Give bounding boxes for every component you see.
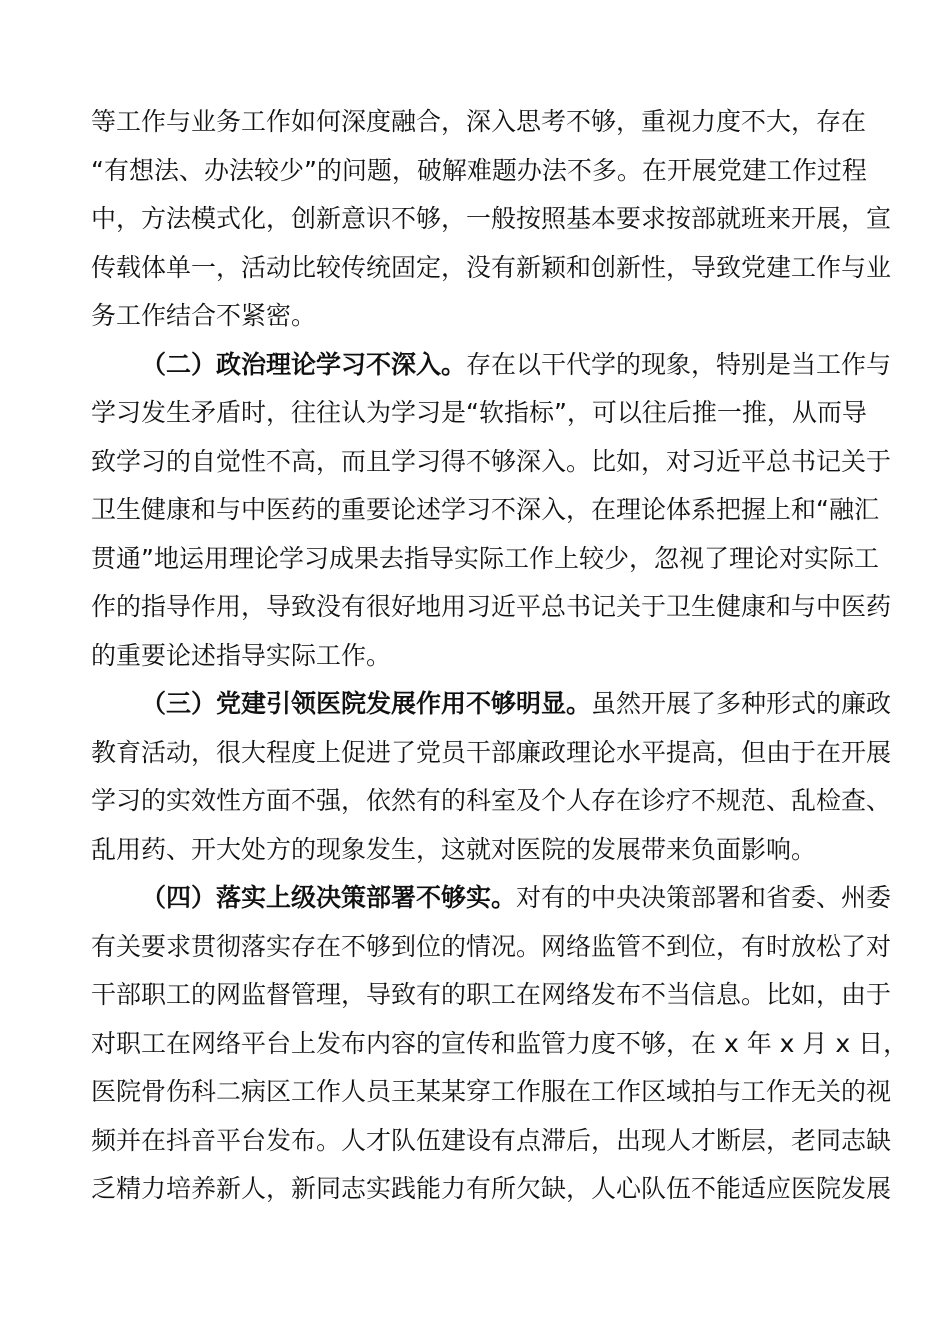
text-line: 乱用药、开大处方的现象发生，这就对医院的发展带来负面影响。	[91, 834, 817, 864]
text-line: 学习的实效性方面不强，依然有的科室及个人存在诊疗不规范、乱检查、	[91, 786, 892, 815]
text-line: 务工作结合不紧密。	[91, 301, 317, 330]
text-line: 医院骨伤科二病区工作人员王某某穿工作服在工作区域拍与工作无关的视	[91, 1077, 892, 1106]
text-line	[91, 874, 892, 923]
text-line: 贯通”地运用理论学习成果去指导实际工作上较少，忽视了理论对实际工	[91, 543, 879, 573]
text-line: 传载体单一，活动比较传统固定，没有新颖和创新性，导致党建工作与业	[91, 252, 892, 282]
text-line: 卫生健康和与中医药的重要论述学习不深入，在理论体系把握上和“融汇	[91, 495, 879, 524]
text-line: 有关要求贯彻落实存在不够到位的情况。网络监管不到位，有时放松了对	[91, 931, 892, 961]
heading-line-rest: 虽然开展了多种形式的廉政	[591, 689, 892, 718]
text-line: 等工作与业务工作如何深度融合，深入思考不够，重视力度不大，存在	[91, 107, 867, 136]
text-line: 对职工在网络平台上发布内容的宣传和监管力度不够，在 x 年 x 月 x 日，	[91, 1028, 909, 1058]
heading-line-rest: 存在以干代学的现象，特别是当工作与	[466, 349, 892, 379]
text-line: 中，方法模式化，创新意识不够，一般按照基本要求按部就班来开展，宣	[91, 204, 892, 233]
text-line: 的重要论述指导实际工作。	[91, 640, 392, 670]
paragraph-2	[91, 341, 892, 681]
text-line: 干部职工的网监督管理，导致有的职工在网络发布不当信息。比如，由于	[91, 980, 892, 1009]
document-body	[91, 98, 909, 1214]
section-heading: （二）政治理论学习不深入。	[141, 349, 467, 379]
section-heading: （三）党建引领医院发展作用不够明显。	[141, 689, 592, 718]
text-line: 学习发生矛盾时，往往认为学习是“软指标”，可以往后推一推，从而导	[91, 398, 867, 427]
text-line: 频并在抖音平台发布。人才队伍建设有点滞后，出现人才断层，老同志缺	[91, 1125, 892, 1155]
section-heading: （四）落实上级决策部署不够实。	[141, 883, 517, 912]
text-line	[91, 680, 892, 729]
heading-line-rest: 对有的中央决策部署和省委、州委	[516, 883, 892, 912]
paragraph-4	[91, 874, 909, 1214]
text-line: 作的指导作用，导致没有很好地用习近平总书记关于卫生健康和与中医药	[91, 592, 892, 621]
text-line: 致学习的自觉性不高，而且学习得不够深入。比如，对习近平总书记关于	[91, 446, 892, 476]
text-line: 乏精力培养新人，新同志实践能力有所欠缺，人心队伍不能适应医院发展	[91, 1174, 892, 1203]
paragraph-1	[91, 98, 892, 341]
text-line	[91, 341, 892, 390]
text-line: 教育活动，很大程度上促进了党员干部廉政理论水平提高，但由于在开展	[91, 737, 892, 767]
text-line: “有想法、办法较少”的问题，破解难题办法不多。在开展党建工作过程	[91, 155, 867, 185]
paragraph-3	[91, 680, 892, 874]
